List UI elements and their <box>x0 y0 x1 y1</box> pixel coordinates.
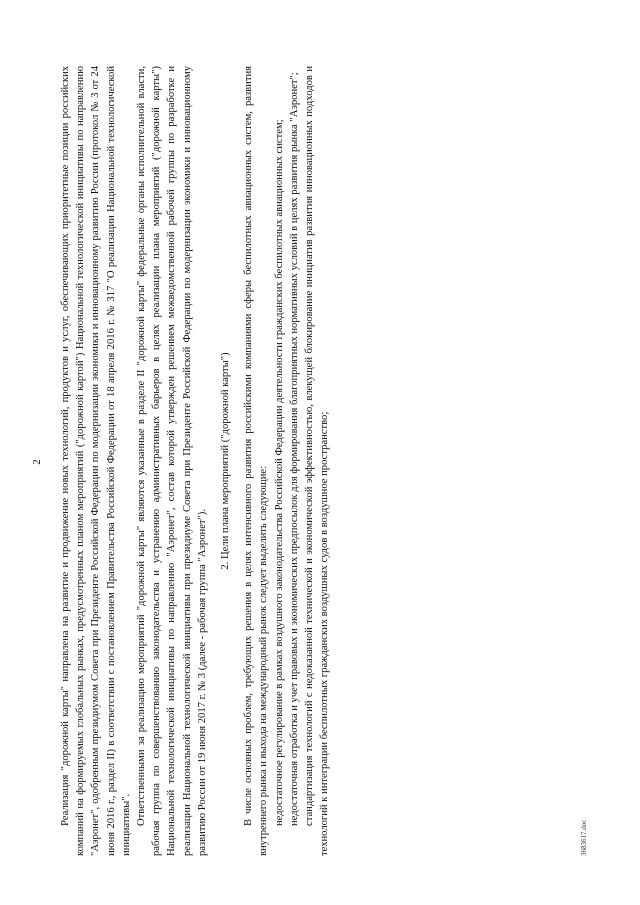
document-body <box>58 66 332 856</box>
page-number: 2 <box>31 459 43 465</box>
problem-item-regulation: недостаточное регулирование в рамках воздушного законодательства Российской Федерации деятельности гражданских беспилотных авиационных систем; <box>273 119 285 826</box>
problem-item-legal-preconditions: недостаточная отработка и учет правовых и экономических предпосылок для формирования благоприятных нормативных условий в целях развития рынка "Аэронет"; <box>288 72 300 826</box>
paragraph-main-problems: В числе основных проблем, требующих решения в целях интенсивного развития российскими компаниями сферы беспилотных авиационных систем, развития внутреннего рынка и выхода на международный рынок следует выделить следующие: <box>243 66 270 856</box>
paragraph-roadmap-purpose: Реализация "дорожной карты" направлена на развитие и продвижение новых технологий, продуктов и услуг, обеспечивающих приоритетные позиции российских компаний на формируемых глобальных рынках, предусмотренных планом мероприятий ("дорожной картой") Национальной технологической инициативы по направлению "Аэронет", одобренным президиумом Совета при Президенте Российской Федерации по модернизации экономики и инновационному развитию России (протокол № 3 от 24 июня 2016 г., раздел II) в соответствии с постановлением Правительства Российской Федерации от 18 апреля 2016 г. № 317 "О реализации Национальной технологической инициативы". <box>60 66 132 856</box>
problem-item-standardization: стандартизация технологий с недоказанной технической и экономической эффективностью, влекущей блокирование инициатив развития инновационных подходов и технологий к интеграции беспилотных гражданских воздушных судов в воздушное пространство; <box>304 66 331 856</box>
document-file-id: 3683617.doc <box>579 819 588 856</box>
rotated-page-content <box>30 52 590 872</box>
paragraph-responsible-parties: Ответственными за реализацию мероприятий "дорожной карты" являются указанные в разделе II "дорожной карты" федеральные органы исполнительной власти, рабочая группа по совершенствованию законодательства и устранению административных барьеров в целях реализации плана мероприятий ("дорожной карты") Национальной технологической инициативы по направлению "Аэронет", состав которой утвержден решением межведомственной рабочей группы по разработке и реализации Национальной технологической инициативы при президиуме Совета при Президенте Российской Федерации по модернизации экономики и инновационному развитию России от 19 июня 2017 г. № 3 (далее - рабочая группа "Аэронет"). <box>136 66 208 856</box>
section-title: 2. Цели плана мероприятий ("дорожной карты") <box>220 352 232 570</box>
